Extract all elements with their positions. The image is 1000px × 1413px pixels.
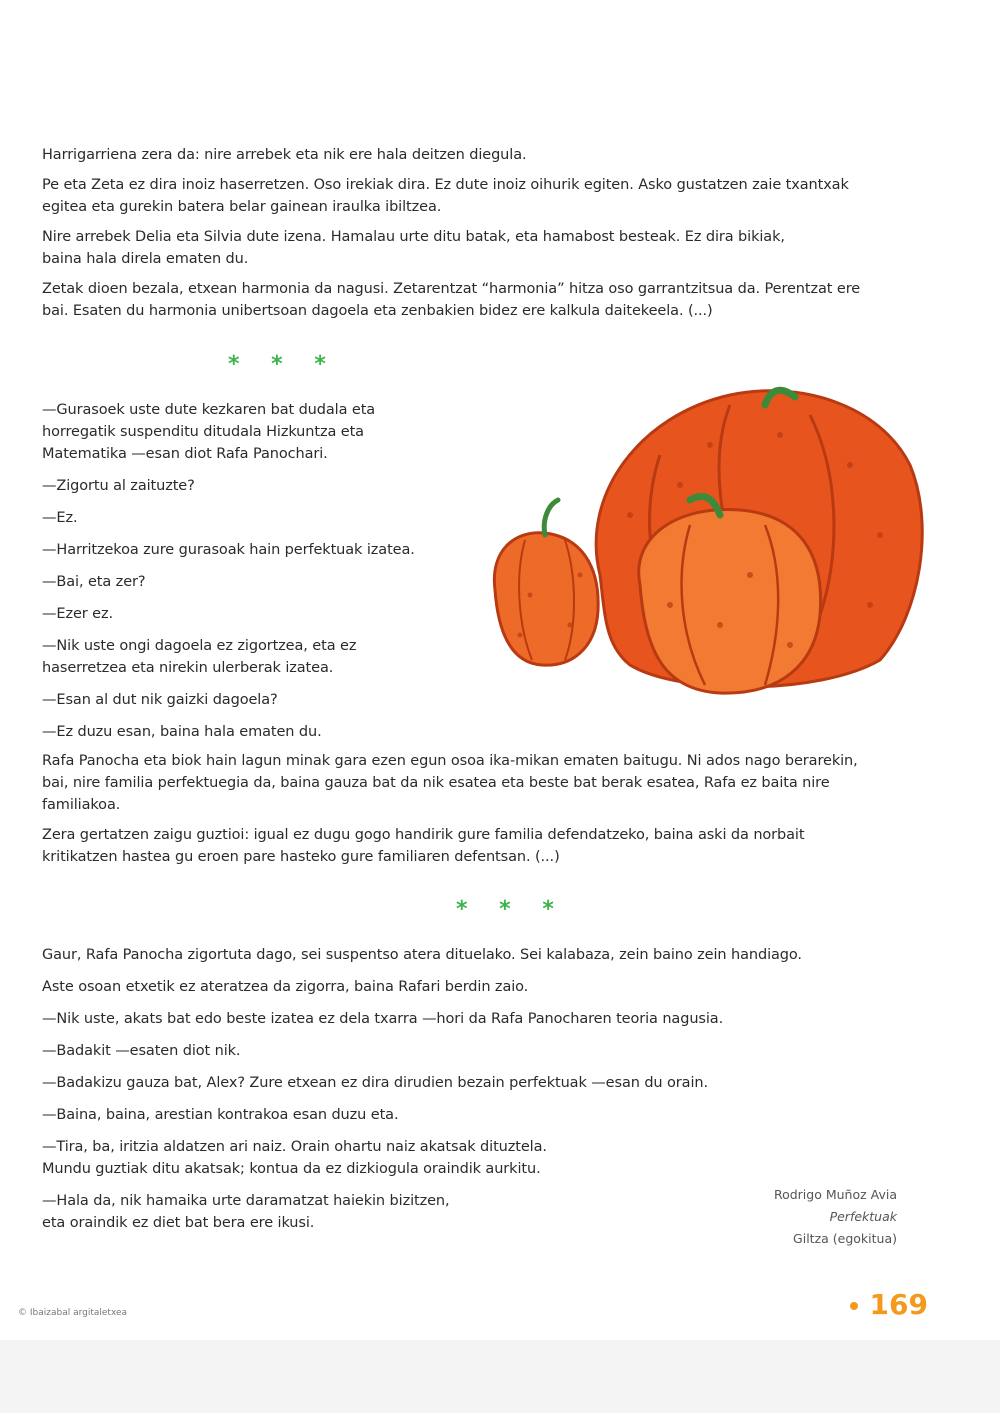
paragraph: Aste osoan etxetik ez ateratzea da zigorra, baina Rafari berdin zaio.: [42, 979, 529, 995]
page-gap: [0, 1340, 1000, 1413]
paragraph: Harrigarriena zera da: nire arrebek eta nik ere hala deitzen diegula.: [42, 147, 527, 163]
dialogue-line: —Ez.: [42, 510, 78, 526]
credit-publisher: Giltza (egokitua): [793, 1231, 897, 1246]
dialogue-line: —Bai, eta zer?: [42, 574, 146, 590]
dialogue-line: —Gurasoek uste dute kezkaren bat dudala eta horregatik suspenditu ditudala Hizkuntza eta Matematika —esan diot Rafa Panochari.: [42, 402, 376, 462]
dialogue-line: —Harritzekoa zure gurasoak hain perfektuak izatea.: [42, 542, 415, 558]
page-number-value: 169: [869, 1288, 928, 1321]
credit-author: Rodrigo Muñoz Avia: [773, 1187, 897, 1202]
dialogue-line: —Tira, ba, iritzia aldatzen ari naiz. Orain ohartu naiz akatsak dituztela. Mundu guztiak ditu akatsak; kontua da ez dizkiogula oraindik aurkitu.: [42, 1139, 547, 1177]
dialogue-line: —Esan al dut nik gaizki dagoela?: [42, 692, 278, 708]
credit-title: Perfektuak: [829, 1209, 897, 1224]
dialogue-line: —Badakizu gauza bat, Alex? Zure etxean ez dira dirudien bezain perfektuak —esan du orain.: [42, 1075, 708, 1091]
dialogue-line: —Ez duzu esan, baina hala ematen du.: [42, 724, 322, 740]
bullet-dot-icon: [850, 1302, 858, 1310]
dialogue-text: [42, 399, 482, 743]
paragraph: Pe eta Zeta ez dira inoiz haserretzen. Oso irekiak dira. Ez dute inoiz oihurik egiten. Asko gustatzen zaie txantxak egitea eta gurekin batera belar gainean iraulka ibiltzea.: [42, 177, 849, 215]
source-credit: [774, 1184, 897, 1250]
dialogue-line: —Zigortu al zaituzte?: [42, 478, 195, 494]
dialogue-line: —Hala da, nik hamaika urte daramatzat haiekin bizitzen, eta oraindik ez diet bat bera ere ikusi.: [42, 1193, 450, 1231]
paragraph: Zera gertatzen zaigu guztioi: igual ez dugu gogo handirik gure familia defendatzeko, baina aski da norbait kritikatzen hastea gu eroen pare hasteko gure familiaren defentsan. (...): [42, 827, 805, 865]
dialogue-line: —Ezer ez.: [42, 606, 114, 622]
section-separator: * * *: [228, 352, 338, 377]
intro-text: [42, 144, 962, 322]
dialogue-line: —Nik uste, akats bat edo beste izatea ez dela txarra —hori da Rafa Panocharen teoria nagusia.: [42, 1011, 724, 1027]
copyright: © Ibaizabal argitaletxea: [18, 1308, 128, 1318]
page-number: [850, 1288, 928, 1321]
dialogue-line: —Badakit —esaten diot nik.: [42, 1043, 241, 1059]
pumpkins-illustration: [480, 375, 930, 705]
paragraph: Gaur, Rafa Panocha zigortuta dago, sei suspentso atera dituelako. Sei kalabaza, zein baino zein handiago.: [42, 947, 802, 963]
section-separator: * * *: [456, 897, 566, 922]
paragraph: Nire arrebek Delia eta Silvia dute izena. Hamalau urte ditu batak, eta hamabost besteak. Ez dira bikiak, baina hala direla ematen du.: [42, 229, 785, 267]
paragraph: Zetak dioen bezala, etxean harmonia da nagusi. Zetarentzat “harmonia” hitza oso garrantzitsua da. Perentzat ere bai. Esaten du harmonia unibertsoan dagoela eta zenbakien bidez ere kalkula daitekeela. (...): [42, 281, 861, 319]
dialogue-line: —Nik uste ongi dagoela ez zigortzea, eta ez haserretzea eta nirekin ulerberak izatea.: [42, 638, 357, 676]
dialogue-line: —Baina, baina, arestian kontrakoa esan duzu eta.: [42, 1107, 399, 1123]
middle-text: [42, 750, 962, 868]
paragraph: Rafa Panocha eta biok hain lagun minak gara ezen egun osoa ika-mikan ematen baitugu. Ni ados nago berarekin, bai, nire familia perfektuegia da, baina gauza bat da nik esatea eta beste bat berak esatea, Rafa ez baita nire familiakoa.: [42, 753, 858, 813]
small-pumpkin: [494, 500, 598, 665]
